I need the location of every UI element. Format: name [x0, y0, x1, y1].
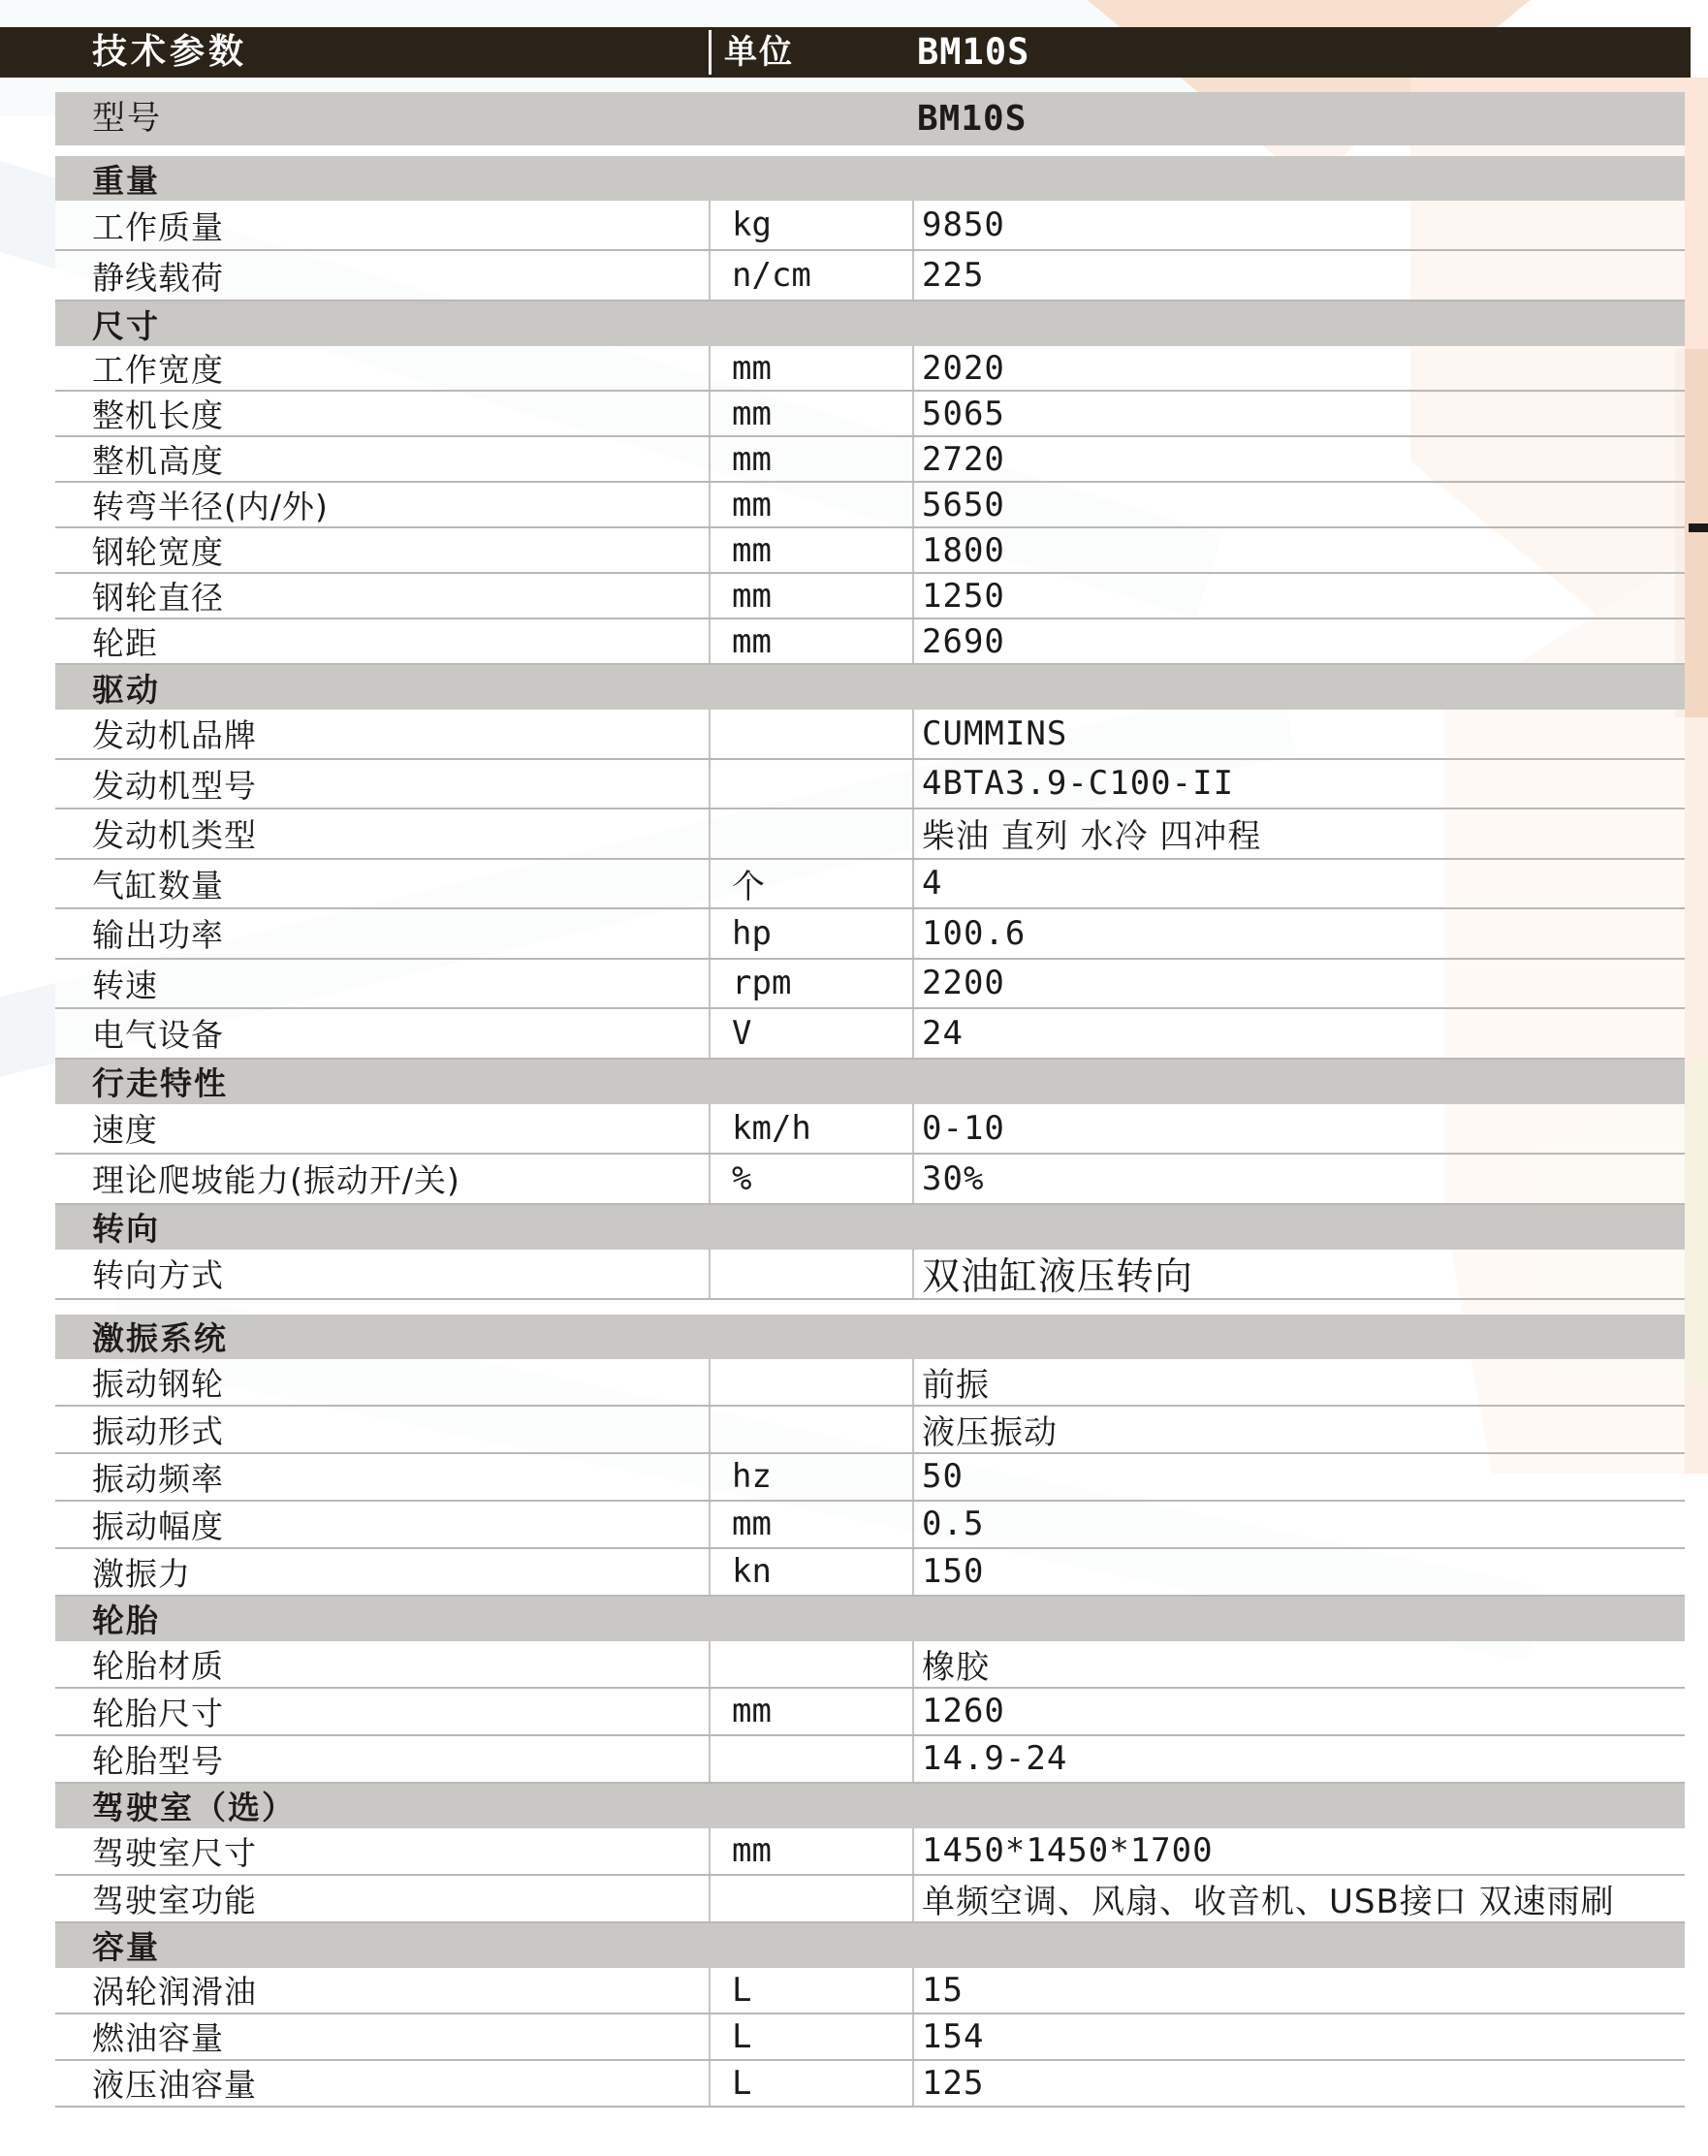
table-row	[55, 909, 1685, 960]
spec-unit: mm	[709, 1689, 912, 1734]
spec-label: 液压油容量	[92, 2066, 257, 2104]
spec-unit	[709, 1359, 912, 1405]
table-row	[55, 1155, 1685, 1205]
unit-column-header: 单位	[724, 33, 794, 72]
model-row-label: 型号	[92, 99, 162, 138]
spec-value: 2020	[912, 346, 1685, 390]
spec-unit	[709, 1876, 912, 1921]
spec-unit: kn	[709, 1549, 912, 1595]
section-header: 尺寸	[55, 301, 1685, 346]
spec-label: 输出功率	[92, 916, 224, 955]
spec-value: 30%	[912, 1155, 1685, 1203]
spec-unit	[709, 1641, 912, 1687]
spec-label: 工作宽度	[92, 351, 224, 389]
table-row	[55, 1009, 1685, 1060]
spec-label: 电气设备	[92, 1016, 224, 1055]
spec-unit: 个	[709, 860, 912, 908]
spec-unit: hp	[709, 909, 912, 958]
spec-value: 前振	[912, 1359, 1685, 1405]
section-header: 行走特性	[55, 1060, 1685, 1104]
spec-label: 轮距	[92, 624, 158, 662]
spec-label: 振动频率	[92, 1459, 224, 1498]
spec-value: CUMMINS	[912, 710, 1685, 758]
spec-unit: rpm	[709, 960, 912, 1008]
spec-label: 气缸数量	[92, 866, 224, 904]
spec-unit: kg	[709, 201, 912, 249]
spec-unit: L	[709, 2014, 912, 2059]
table-title: 技术参数	[92, 32, 248, 72]
section-header: 驱动	[55, 665, 1685, 710]
spec-value: 2690	[912, 619, 1685, 663]
spec-value: 24	[912, 1009, 1685, 1058]
spec-label: 发动机型号	[92, 766, 257, 805]
spec-value: 单频空调、风扇、收音机、USB接口 双速雨刷	[912, 1876, 1685, 1921]
spec-unit: V	[709, 1009, 912, 1058]
spec-label: 速度	[92, 1111, 158, 1149]
spec-value: 154	[912, 2014, 1685, 2059]
model-column-header: BM10S	[917, 31, 1030, 73]
spec-label: 涡轮润滑油	[92, 1973, 257, 2011]
table-header-bar	[0, 27, 1691, 78]
spec-value: 4BTA3.9-C100-II	[912, 760, 1685, 808]
table-row	[55, 1641, 1685, 1689]
spec-table	[55, 92, 1685, 2108]
spec-label: 理论爬坡能力(振动开/关)	[92, 1161, 460, 1199]
section-header: 转向	[55, 1205, 1685, 1250]
spec-value: 0.5	[912, 1502, 1685, 1547]
spec-value: 150	[912, 1549, 1685, 1595]
spec-label: 激振力	[92, 1554, 191, 1593]
spec-unit: mm	[709, 483, 912, 526]
spec-value: 125	[912, 2061, 1685, 2106]
spec-value: 15	[912, 1968, 1685, 2013]
spec-unit: mm	[709, 392, 912, 435]
table-row	[55, 1502, 1685, 1549]
spec-label: 燃油容量	[92, 2019, 224, 2057]
table-row	[55, 528, 1685, 574]
spec-value: 双油缸液压转向	[912, 1250, 1685, 1298]
table-row	[55, 392, 1685, 437]
spec-value: 1450*1450*1700	[912, 1828, 1685, 1874]
table-row	[55, 2061, 1685, 2108]
spec-unit	[709, 1250, 912, 1298]
spec-label: 振动形式	[92, 1411, 224, 1450]
spec-value: 1250	[912, 574, 1685, 618]
spec-label: 驾驶室功能	[92, 1881, 257, 1919]
table-row	[55, 1828, 1685, 1876]
spec-value: 2720	[912, 437, 1685, 481]
page-edge-mark	[1689, 523, 1708, 532]
spec-unit: mm	[709, 574, 912, 618]
spec-label: 钢轮直径	[92, 579, 224, 617]
spec-unit: L	[709, 1968, 912, 2013]
header-column-divider	[709, 30, 712, 75]
table-row	[55, 1968, 1685, 2014]
table-row	[55, 960, 1685, 1010]
spec-value: 5065	[912, 392, 1685, 435]
table-row	[55, 1549, 1685, 1597]
spec-value: 50	[912, 1454, 1685, 1500]
table-row	[55, 860, 1685, 910]
spec-value: 4	[912, 860, 1685, 908]
spec-label: 发动机品牌	[92, 716, 257, 755]
spec-label: 静线载荷	[92, 258, 224, 297]
spec-unit: hz	[709, 1454, 912, 1500]
model-row-value: BM10S	[917, 99, 1028, 139]
spec-label: 振动钢轮	[92, 1364, 224, 1403]
spec-label: 钢轮宽度	[92, 533, 224, 571]
spec-unit: mm	[709, 1828, 912, 1874]
spec-label: 整机高度	[92, 442, 224, 480]
spec-value: 1800	[912, 528, 1685, 572]
spacer-row	[55, 1300, 1685, 1315]
table-row	[55, 809, 1685, 860]
spec-label: 轮胎型号	[92, 1741, 224, 1780]
spec-unit: mm	[709, 1502, 912, 1547]
table-row	[55, 710, 1685, 760]
spec-value: 橡胶	[912, 1641, 1685, 1687]
spec-value: 5650	[912, 483, 1685, 526]
table-row	[55, 1359, 1685, 1407]
table-row	[55, 483, 1685, 528]
spec-label: 驾驶室尺寸	[92, 1833, 257, 1872]
table-row	[55, 346, 1685, 392]
table-row	[55, 574, 1685, 619]
table-row	[55, 1407, 1685, 1454]
spec-unit: mm	[709, 528, 912, 572]
section-header: 激振系统	[55, 1315, 1685, 1359]
table-row	[55, 1876, 1685, 1923]
spec-value: 9850	[912, 201, 1685, 249]
spec-unit	[709, 710, 912, 758]
table-row	[55, 760, 1685, 810]
table-row	[55, 619, 1685, 665]
spec-label: 转向方式	[92, 1256, 224, 1294]
spec-label: 整机长度	[92, 396, 224, 434]
spec-value: 液压振动	[912, 1407, 1685, 1452]
spec-value: 100.6	[912, 909, 1685, 958]
section-header: 轮胎	[55, 1597, 1685, 1641]
spec-label: 工作质量	[92, 207, 224, 246]
spec-value: 0-10	[912, 1104, 1685, 1153]
spec-unit	[709, 1407, 912, 1452]
spec-value: 225	[912, 251, 1685, 300]
spec-unit	[709, 809, 912, 858]
sections-container	[55, 156, 1685, 2108]
spec-unit: mm	[709, 346, 912, 390]
spec-unit	[709, 1736, 912, 1782]
spec-label: 转弯半径(内/外)	[92, 488, 329, 525]
model-row	[55, 92, 1685, 145]
spec-unit: km/h	[709, 1104, 912, 1153]
section-header: 重量	[55, 156, 1685, 201]
spec-label: 转速	[92, 966, 158, 1004]
table-row	[55, 1736, 1685, 1784]
table-row	[55, 2014, 1685, 2061]
spacer-row	[55, 145, 1685, 156]
spec-unit	[709, 760, 912, 808]
table-row	[55, 201, 1685, 251]
spec-value: 1260	[912, 1689, 1685, 1734]
section-header: 容量	[55, 1923, 1685, 1968]
spec-unit: mm	[709, 619, 912, 663]
section-header: 驾驶室（选）	[55, 1784, 1685, 1828]
spec-value: 14.9-24	[912, 1736, 1685, 1782]
table-row	[55, 1104, 1685, 1155]
spec-unit: mm	[709, 437, 912, 481]
spec-label: 轮胎材质	[92, 1646, 224, 1685]
spec-label: 发动机类型	[92, 816, 257, 855]
table-row	[55, 251, 1685, 301]
spec-unit: L	[709, 2061, 912, 2106]
spec-value: 柴油 直列 水冷 四冲程	[912, 809, 1685, 858]
spec-label: 轮胎尺寸	[92, 1694, 224, 1732]
table-row	[55, 1689, 1685, 1736]
spec-unit: %	[709, 1155, 912, 1203]
table-row	[55, 437, 1685, 483]
spec-value: 2200	[912, 960, 1685, 1008]
spec-unit: n/cm	[709, 251, 912, 300]
table-row	[55, 1454, 1685, 1502]
table-row	[55, 1250, 1685, 1300]
spec-label: 振动幅度	[92, 1506, 224, 1545]
